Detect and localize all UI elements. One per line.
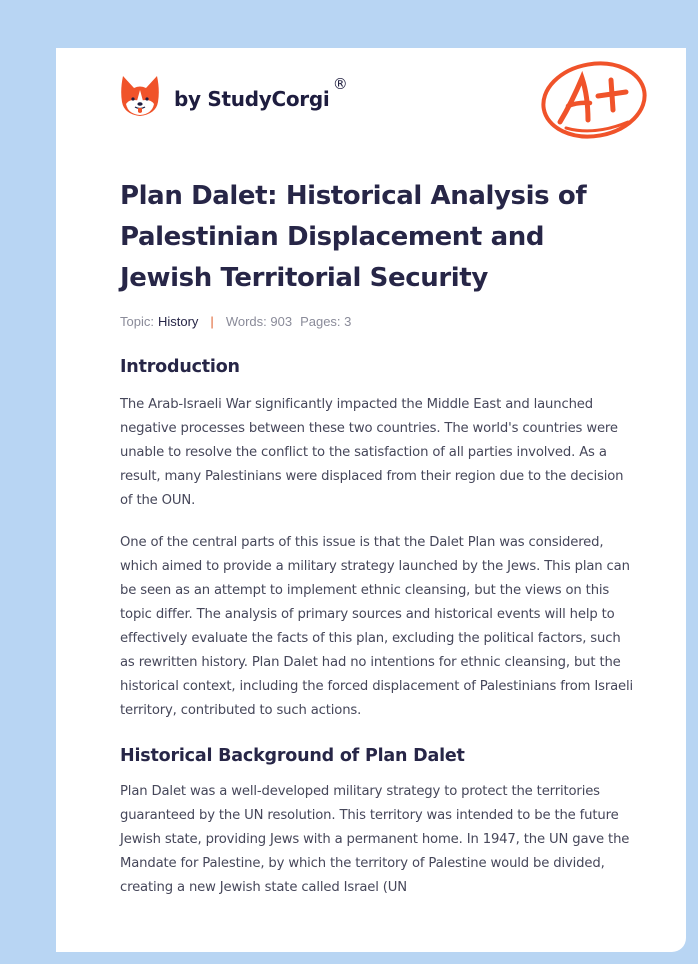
registered-mark: ® [332,75,348,93]
brand-text: by StudyCorgi [174,87,330,111]
paragraph: The Arab-Israeli War significantly impacted the Middle East and launched negative processes between these two countries. The world's countries were unable to resolve the conflict to the satisfaction of all parties involved. As a result, many Palestinians were displaced from their region due to the decision of the OUN. [120,397,624,508]
title-line: Jewish Territorial Security [120,263,488,293]
brand-name [174,75,348,111]
corgi-logo-icon [120,74,160,118]
page-count: Pages: 3 [300,313,352,329]
page-header [56,48,686,158]
section-heading-historical-background: Historical Background of Plan Dalet [120,746,465,766]
a-plus-grade-badge [538,58,650,149]
paragraph: One of the central parts of this issue is that the Dalet Plan was considered, which aimed to provide a military strategy launched by the Jews. This plan can be seen as an attempt to implement ethnic cleansing, but the views on this topic differ. The analysis of primary sources and historical events will help to effectively evaluate the facts of this plan, excluding the political factors, such as rewritten history. Plan Dalet had no intentions for ethnic cleansing, but the historical context, including the forced displacement of Palestinians from Israeli territory, contributed to such actions. [120,535,634,718]
document-card [56,48,686,952]
meta-separator: | [210,313,214,329]
topic-link[interactable]: History [157,313,199,329]
studycorgi-logo[interactable] [120,74,348,118]
paragraph: Plan Dalet was a well-developed military strategy to protect the territories guaranteed by the UN resolution. This territory was intended to be the future Jewish state, providing Jews with a permanent home. In 1947, the UN gave the Mandate for Palestine, by which the territory of Palestine would be divided, creating a new Jewish state called Israel (UN [120,784,630,895]
title-line: Plan Dalet: Historical Analysis of [120,181,587,211]
document-content [120,176,635,900]
title-line: Palestinian Displacement and [120,222,545,252]
document-title [120,176,635,299]
document-meta [120,311,635,331]
section-heading-introduction: Introduction [120,357,240,377]
word-count: Words: 903 [225,313,293,329]
a-plus-icon [538,58,650,144]
topic-label: Topic: [120,313,154,329]
